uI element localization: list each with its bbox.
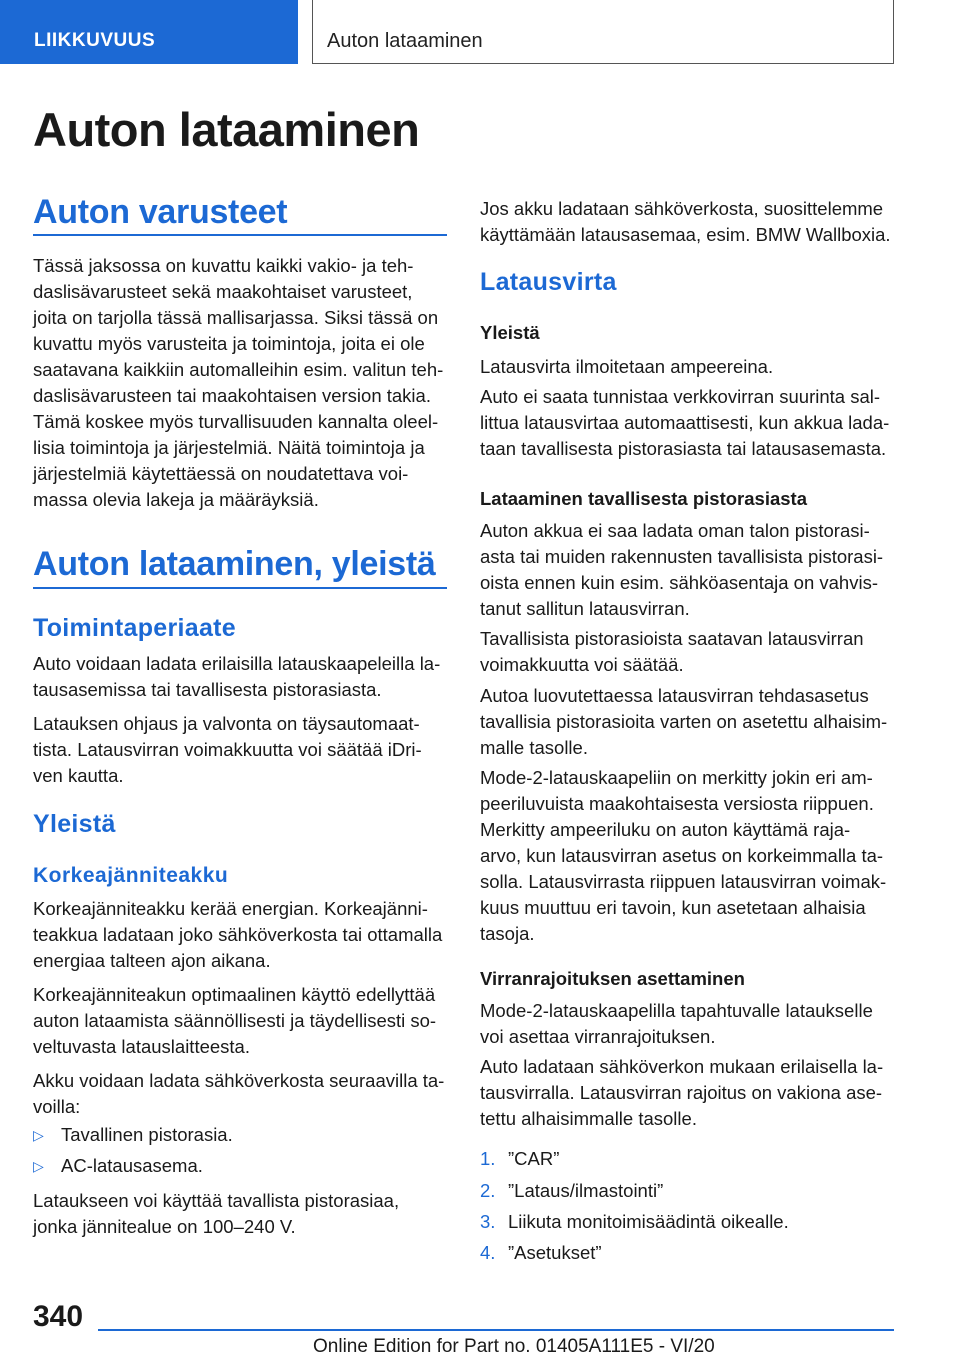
triangle-bullet-icon: ▷	[33, 1158, 44, 1174]
paragraph-pistorasia-2: Tavallisista pistorasioista saatavan latausvirran voimakkuutta voi säätää.	[480, 628, 864, 675]
triangle-bullet-icon: ▷	[33, 1127, 44, 1143]
breadcrumb-label: Auton lataaminen	[327, 30, 483, 52]
footer-edition: Online Edition for Part no. 01405A111E5 - VI/20	[313, 1336, 715, 1357]
paragraph-pistorasia-1: Auton akkua ei saa ladata oman talon pistorasi- asta tai muiden rakennusten tavallisista pistorasi- oista ennen kuin esim. sähköasentaja on vahvis- tanut sallitun latausvirran.	[480, 520, 884, 619]
heading-latausvirta: Latausvirta	[480, 268, 617, 296]
step-number: 2.	[480, 1180, 496, 1201]
paragraph-akku-2: Korkeajänniteakun optimaalinen käyttö edellyttää auton lataamista säännöllisesti ja täydellisesti so- veltuvasta latauslaitteesta.	[33, 984, 437, 1057]
step-number: 3.	[480, 1211, 496, 1232]
step-text: ”Lataus/ilmastointi”	[508, 1180, 664, 1201]
paragraph-latausvirta-1: Latausvirta ilmoitetaan ampeereina.	[480, 356, 774, 377]
page-title: Auton lataaminen	[33, 103, 420, 156]
subheading-virranrajoitus: Virranrajoituksen asettaminen	[480, 968, 745, 989]
paragraph-pistorasia-4: Mode-2-latauskaapeliin on merkitty jokin eri am- peeriluvuista maakohtaisesta versiosta riippuen. Merkitty ampeeriluku on auton käyttämä raja- arvo, kun latausvirran asetus on korkeimmalla ta- solla. Latausvirrasta riippuen latausvirran voimak- kuus muuttuu eri tavoin, kun asetetaan alhaisia tasoja.	[480, 767, 887, 944]
paragraph-akku-4: Lataukseen voi käyttää tavallista pistorasiaa, jonka jännitealue on 100–240 V.	[33, 1190, 400, 1237]
heading-rule	[33, 234, 447, 236]
paragraph-wallbox: Jos akku ladataan sähköverkosta, suosittelemme käyttämään latausasemaa, esim. BMW Wallboxia.	[480, 198, 891, 245]
heading-lataaminen-yleista: Auton lataaminen, yleistä	[33, 545, 436, 583]
heading-korkeajanniteakku: Korkeajänniteakku	[33, 864, 229, 887]
step-text: ”CAR”	[508, 1148, 560, 1169]
paragraph-latausvirta-2: Auto ei saata tunnistaa verkkovirran suurinta sal- littua latausvirtaa automaattisesti, kun akkua lada- taan tavallisesta pistorasiasta tai latausasemasta.	[480, 386, 890, 459]
section-tab	[0, 0, 298, 64]
subheading-yleista: Yleistä	[480, 322, 540, 343]
subheading-pistorasia: Lataaminen tavallisesta pistorasiasta	[480, 488, 807, 509]
heading-rule	[33, 587, 447, 589]
paragraph-toiminta-2: Latauksen ohjaus ja valvonta on täysautomaat- tista. Latausvirran voimakkuutta voi säätää iDri- ven kautta.	[33, 713, 422, 786]
paragraph-virranrajoitus-2: Auto ladataan sähköverkon mukaan erilaisella la- tausvirralla. Latausvirran rajoitus on vakiona ase- tettu alhaisimmalle tasolle.	[480, 1056, 884, 1129]
step-text: Liikuta monitoimisäädintä oikealle.	[508, 1211, 789, 1232]
paragraph-varusteet: Tässä jaksossa on kuvattu kaikki vakio- ja teh- daslisävarusteet sekä maakohtaiset varusteet, joita on tarjolla tässä mallisarjassa. Siksi tässä on kuvattu myös varusteita ja toimintoja, joita ei ole saatavana kaikkiin automalleihin esim. valitun teh- daslisävarusteen tai maakohtaisen version takia. Tämä koskee myös turvallisuuden kannalta oleel- lisia toimintoja ja järjestelmiä. Näitä toimintoja ja järjestelmiä käytettäessä on noudatettava voi- massa olevia lakeja ja määräyksiä.	[33, 255, 444, 510]
heading-yleista: Yleistä	[33, 810, 116, 838]
list-item-text: AC-latausasema.	[61, 1155, 203, 1176]
list-item-text: Tavallinen pistorasia.	[61, 1124, 233, 1145]
step-text: ”Asetukset”	[508, 1242, 602, 1263]
step-number: 4.	[480, 1242, 496, 1263]
heading-auton-varusteet: Auton varusteet	[33, 193, 288, 231]
step-number: 1.	[480, 1148, 496, 1169]
paragraph-akku-3: Akku voidaan ladata sähköverkosta seuraavilla ta- voilla:	[33, 1070, 445, 1117]
section-label: LIIKKUVUUS	[34, 30, 156, 51]
breadcrumb	[312, 0, 894, 64]
page-number: 340	[33, 1300, 84, 1333]
paragraph-virranrajoitus-1: Mode-2-latauskaapelilla tapahtuvalle lataukselle voi asettaa virranrajoituksen.	[480, 1000, 873, 1047]
heading-toimintaperiaate: Toimintaperiaate	[33, 614, 236, 642]
paragraph-akku-1: Korkeajänniteakku kerää energian. Korkeajänni- teakkua ladataan joko sähköverkosta tai ottamalla energiaa talteen ajon aikana.	[33, 898, 443, 971]
paragraph-toiminta-1: Auto voidaan ladata erilaisilla latauskaapeleilla la- tausasemissa tai tavallisesta pistorasiasta.	[33, 653, 441, 700]
footer-rule	[98, 1329, 894, 1331]
paragraph-pistorasia-3: Autoa luovutettaessa latausvirran tehdasasetus tavallisia pistorasioita varten on asetettu alhaisim- malle tasolle.	[480, 685, 888, 758]
